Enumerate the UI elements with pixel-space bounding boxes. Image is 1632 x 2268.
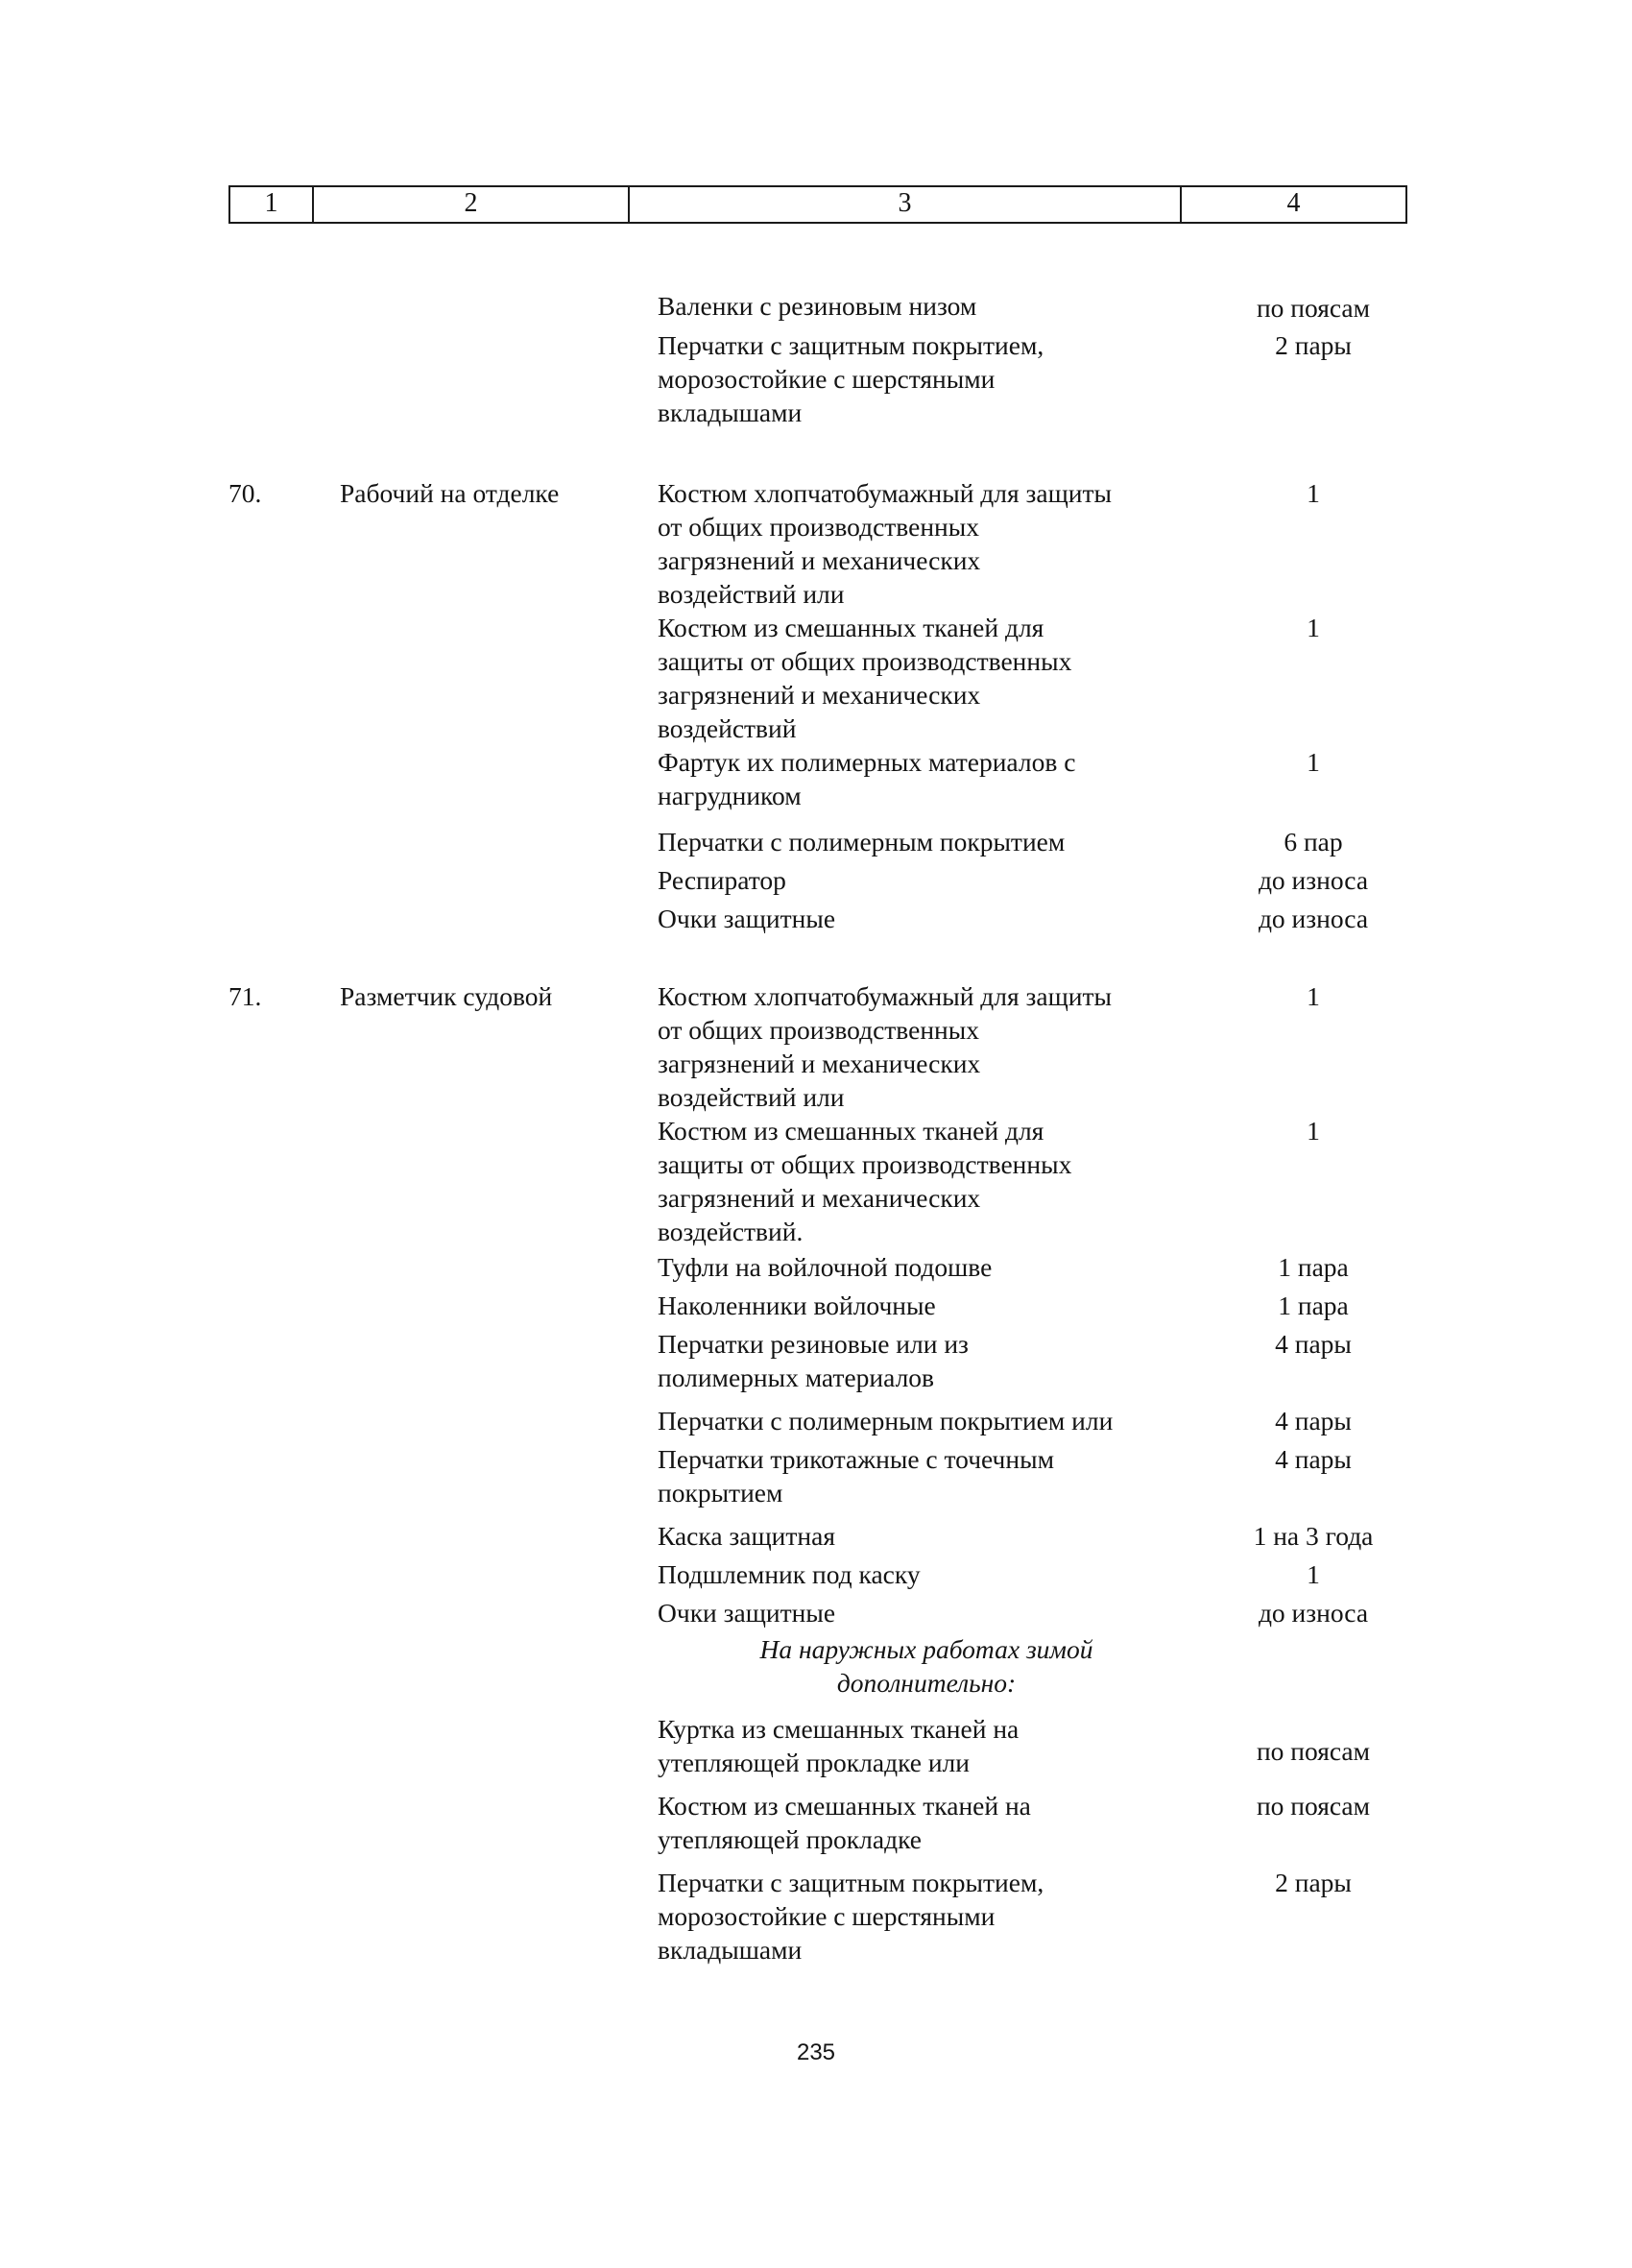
item-quantity: по поясам — [1256, 1791, 1371, 1821]
item-quantity: 6 пар — [1284, 827, 1343, 857]
item-line: Костюм из смешанных тканей на — [658, 1791, 1031, 1821]
item-quantity: 1 — [1307, 747, 1320, 777]
entry-position: Рабочий на отделке — [340, 478, 560, 508]
column-header-1: 1 — [230, 187, 314, 222]
item-line: морозостойкие с шерстяными — [658, 364, 996, 394]
item-quantity: 1 на 3 года — [1253, 1521, 1374, 1551]
item-quantity: 1 пара — [1278, 1252, 1349, 1282]
item-line: Куртка из смешанных тканей на — [658, 1714, 1020, 1744]
item-line: Перчатки с полимерным покрытием — [658, 827, 1066, 857]
item-line: Фартук их полимерных материалов с — [658, 747, 1076, 777]
item-line: воздействий или — [658, 579, 845, 609]
item-quantity: 4 пары — [1275, 1406, 1352, 1436]
item-line: полимерных материалов — [658, 1363, 935, 1392]
item-line: Туфли на войлочной подошве — [658, 1252, 993, 1282]
column-header-row — [228, 185, 1407, 224]
item-quantity: до износа — [1258, 904, 1369, 933]
item-line: Респиратор — [658, 865, 786, 895]
item-line: от общих производственных — [658, 1015, 979, 1045]
entry-number: 71. — [228, 981, 262, 1011]
item-line: Очки защитные — [658, 904, 836, 933]
item-quantity: 2 пары — [1275, 1868, 1352, 1897]
item-line: Подшлемник под каску — [658, 1559, 921, 1589]
item-line: Наколенники войлочные — [658, 1291, 936, 1320]
item-line: Каска защитная — [658, 1521, 835, 1551]
item-line: вкладышами — [658, 1935, 803, 1965]
page-number: 235 — [796, 2039, 836, 2065]
column-header-2: 2 — [314, 187, 630, 222]
item-line: воздействий или — [658, 1082, 845, 1112]
item-line: морозостойкие с шерстяными — [658, 1901, 996, 1931]
item-line: Очки защитные — [658, 1598, 836, 1628]
item-line: покрытием — [658, 1478, 783, 1508]
item-quantity: 1 — [1307, 613, 1320, 642]
item-line: утепляющей прокладке — [658, 1824, 922, 1854]
item-quantity: по поясам — [1256, 293, 1371, 323]
item-line: Костюм из смешанных тканей для — [658, 1116, 1044, 1146]
item-line: Перчатки с защитным покрытием, — [658, 330, 1044, 360]
item-line: загрязнений и механических — [658, 1049, 981, 1078]
item-quantity: 1 — [1307, 1559, 1320, 1589]
item-quantity: до износа — [1258, 1598, 1369, 1628]
item-line: загрязнений и механических — [658, 545, 981, 575]
item-quantity: 1 — [1307, 981, 1320, 1011]
item-line: Костюм хлопчатобумажный для защиты — [658, 981, 1112, 1011]
item-quantity: 2 пары — [1275, 330, 1352, 360]
item-quantity: 1 пара — [1278, 1291, 1349, 1320]
item-line: воздействий. — [658, 1217, 804, 1246]
item-line: от общих производственных — [658, 512, 979, 542]
item-line: утепляющей прокладке или — [658, 1748, 970, 1777]
item-line: загрязнений и механических — [658, 680, 981, 710]
item-line: нагрудником — [658, 781, 802, 810]
entry-number: 70. — [228, 478, 262, 508]
item-line: Перчатки резиновые или из — [658, 1329, 969, 1359]
item-line: воздействий — [658, 713, 797, 743]
item-line: Костюм из смешанных тканей для — [658, 613, 1044, 642]
item-line: Перчатки с полимерным покрытием или — [658, 1406, 1114, 1436]
item-quantity: 1 — [1307, 1116, 1320, 1146]
column-header-3: 3 — [630, 187, 1182, 222]
item-line: Костюм хлопчатобумажный для защиты — [658, 478, 1112, 508]
item-line: загрязнений и механических — [658, 1183, 981, 1213]
item-quantity: 4 пары — [1275, 1329, 1352, 1359]
item-line: Перчатки с защитным покрытием, — [658, 1868, 1044, 1897]
item-line: Перчатки трикотажные с точечным — [658, 1444, 1054, 1474]
column-header-4: 4 — [1286, 188, 1301, 218]
item-quantity: 1 — [1307, 478, 1320, 508]
item-quantity: до износа — [1258, 865, 1369, 895]
item-line: защиты от общих производственных — [658, 1149, 1072, 1179]
item-line: Валенки с резиновым низом — [658, 291, 977, 321]
item-quantity: по поясам — [1256, 1736, 1371, 1766]
item-line: вкладышами — [658, 398, 803, 427]
item-quantity: 4 пары — [1275, 1444, 1352, 1474]
entry-position: Разметчик судовой — [340, 981, 553, 1011]
section-heading: На наружных работах зимой — [759, 1634, 1093, 1664]
section-heading: дополнительно: — [836, 1668, 1017, 1698]
item-line: защиты от общих производственных — [658, 646, 1072, 676]
